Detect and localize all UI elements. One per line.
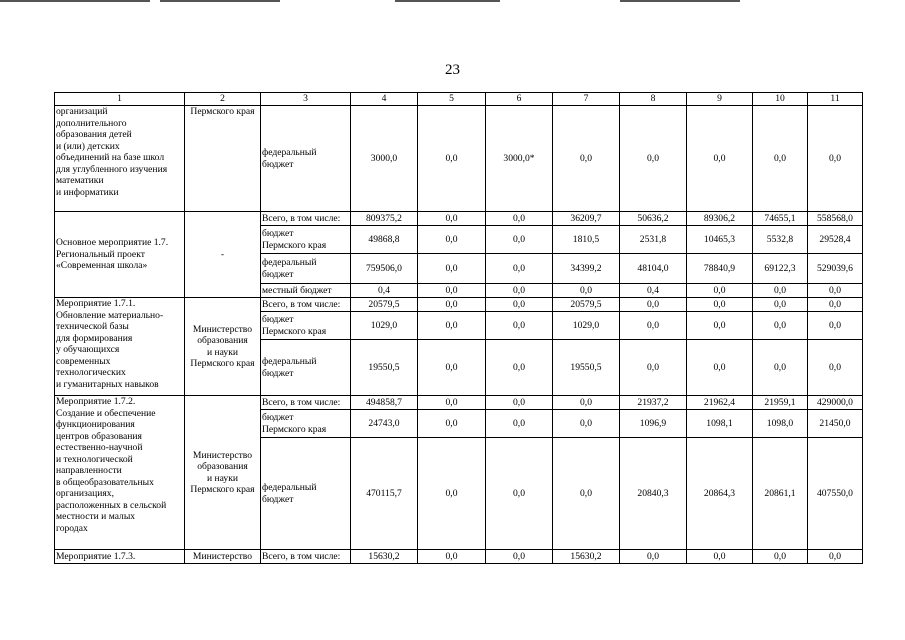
value-cell: 0,0 [687,298,753,312]
value-cell: 74655,1 [753,212,808,226]
value-cell: 24743,0 [351,410,418,438]
value-cell: 0,0 [753,284,808,298]
table-body [55,93,863,564]
value-cell: 10465,3 [687,226,753,254]
value-cell: 0,0 [808,106,863,212]
value-cell: 0,0 [418,298,486,312]
value-cell: 0,0 [620,340,687,396]
header-cell: 6 [486,93,553,106]
value-cell: 529039,6 [808,254,863,284]
funding-source-cell: Всего, в том числе: [261,396,351,410]
funding-source-cell: Всего, в том числе: [261,550,351,564]
value-cell: 0,0 [486,312,553,340]
value-cell: 0,0 [808,298,863,312]
header-cell: 5 [418,93,486,106]
responsible-cell: Министерство [185,550,261,564]
value-cell: 21450,0 [808,410,863,438]
value-cell: 0,0 [418,212,486,226]
value-cell: 0,0 [620,298,687,312]
value-cell: 407550,0 [808,438,863,550]
value-cell: 1096,9 [620,410,687,438]
value-cell: 34399,2 [553,254,620,284]
scan-edge-line [160,0,280,2]
header-cell: 9 [687,93,753,106]
value-cell: 0,0 [553,106,620,212]
value-cell: 19550,5 [553,340,620,396]
value-cell: 21937,2 [620,396,687,410]
funding-source-cell: бюджет Пермского края [261,226,351,254]
value-cell: 3000,0 [351,106,418,212]
value-cell: 89306,2 [687,212,753,226]
header-cell: 1 [55,93,185,106]
value-cell: 0,0 [620,550,687,564]
value-cell: 0,0 [418,396,486,410]
value-cell: 759506,0 [351,254,418,284]
funding-source-cell: местный бюджет [261,284,351,298]
value-cell: 50636,2 [620,212,687,226]
value-cell: 49868,8 [351,226,418,254]
scan-edge-line [0,0,150,2]
value-cell: 20579,5 [351,298,418,312]
value-cell: 0,0 [753,298,808,312]
value-cell: 0,0 [418,340,486,396]
value-cell: 0,0 [753,340,808,396]
value-cell: 0,4 [351,284,418,298]
value-cell: 0,4 [620,284,687,298]
value-cell: 0,0 [486,254,553,284]
table-row [55,550,863,564]
value-cell: 0,0 [553,396,620,410]
table-row [55,396,863,410]
activity-name-cell: Мероприятие 1.7.3. [55,550,185,564]
value-cell: 0,0 [418,254,486,284]
header-cell: 11 [808,93,863,106]
scan-edge-line [620,0,740,2]
value-cell: 558568,0 [808,212,863,226]
header-cell: 10 [753,93,808,106]
value-cell: 429000,0 [808,396,863,410]
funding-source-cell: Всего, в том числе: [261,212,351,226]
value-cell: 0,0 [486,284,553,298]
value-cell: 0,0 [553,410,620,438]
value-cell: 0,0 [808,550,863,564]
value-cell: 0,0 [687,340,753,396]
value-cell: 0,0 [687,312,753,340]
value-cell: 0,0 [753,106,808,212]
budget-table [54,92,863,564]
value-cell: 0,0 [620,312,687,340]
value-cell: 21962,4 [687,396,753,410]
value-cell: 0,0 [418,410,486,438]
activity-name-cell: Мероприятие 1.7.1. Обновление материально- технической базы для формирования у обучающихся современных технологических и гуманитарных навыков [55,298,185,396]
header-cell: 8 [620,93,687,106]
header-cell: 4 [351,93,418,106]
value-cell: 1029,0 [553,312,620,340]
value-cell: 470115,7 [351,438,418,550]
value-cell: 0,0 [687,106,753,212]
funding-source-cell: бюджет Пермского края [261,312,351,340]
value-cell: 0,0 [486,550,553,564]
value-cell: 0,0 [553,284,620,298]
value-cell: 0,0 [418,284,486,298]
table-row [55,298,863,312]
funding-source-cell: Всего, в том числе: [261,298,351,312]
value-cell: 0,0 [486,438,553,550]
value-cell: 20840,3 [620,438,687,550]
funding-source-cell: федеральный бюджет [261,254,351,284]
value-cell: 19550,5 [351,340,418,396]
header-row [55,93,863,106]
value-cell: 0,0 [418,550,486,564]
value-cell: 0,0 [753,312,808,340]
activity-name-cell: Мероприятие 1.7.2. Создание и обеспечение функционирования центров образования естественно-научной и технологической направленности в общеобразовательных организациях, расположенных в сельской местности и малых городах [55,396,185,550]
value-cell: 0,0 [486,226,553,254]
value-cell: 78840,9 [687,254,753,284]
value-cell: 1098,1 [687,410,753,438]
funding-source-cell: федеральный бюджет [261,438,351,550]
value-cell: 809375,2 [351,212,418,226]
value-cell: 0,0 [753,550,808,564]
value-cell: 0,0 [808,312,863,340]
value-cell: 20861,1 [753,438,808,550]
value-cell: 15630,2 [351,550,418,564]
value-cell: 1029,0 [351,312,418,340]
page-number: 23 [445,62,460,78]
value-cell: 29528,4 [808,226,863,254]
value-cell: 15630,2 [553,550,620,564]
value-cell: 69122,3 [753,254,808,284]
value-cell: 0,0 [486,212,553,226]
value-cell: 20579,5 [553,298,620,312]
value-cell: 0,0 [418,438,486,550]
header-cell: 7 [553,93,620,106]
responsible-cell: Министерство образования и науки Пермского края [185,298,261,396]
value-cell: 0,0 [486,340,553,396]
table-row [55,212,863,226]
value-cell: 21959,1 [753,396,808,410]
value-cell: 0,0 [418,312,486,340]
value-cell: 20864,3 [687,438,753,550]
value-cell: 0,0 [687,284,753,298]
value-cell: 0,0 [418,226,486,254]
responsible-cell: Пермского края [185,106,261,212]
value-cell: 0,0 [418,106,486,212]
funding-source-cell: федеральный бюджет [261,106,351,212]
responsible-cell: Министерство образования и науки Пермского края [185,396,261,550]
funding-source-cell: бюджет Пермского края [261,410,351,438]
value-cell: 0,0 [553,438,620,550]
activity-name-cell: организаций дополнительного образования детей и (или) детских объединений на базе школ для углубленного изучения математики и информатики [55,106,185,212]
table-row [55,106,863,212]
responsible-cell: - [185,212,261,298]
value-cell: 0,0 [620,106,687,212]
value-cell: 0,0 [808,284,863,298]
value-cell: 1810,5 [553,226,620,254]
value-cell: 5532,8 [753,226,808,254]
funding-source-cell: федеральный бюджет [261,340,351,396]
value-cell: 1098,0 [753,410,808,438]
value-cell: 0,0 [486,396,553,410]
header-cell: 3 [261,93,351,106]
activity-name-cell: Основное мероприятие 1.7. Региональный проект «Современная школа» [55,212,185,298]
value-cell: 2531,8 [620,226,687,254]
header-cell: 2 [185,93,261,106]
value-cell: 494858,7 [351,396,418,410]
value-cell: 0,0 [486,410,553,438]
value-cell: 0,0 [808,340,863,396]
value-cell: 3000,0* [486,106,553,212]
value-cell: 0,0 [486,298,553,312]
value-cell: 0,0 [687,550,753,564]
scan-edge-line [395,0,500,2]
value-cell: 36209,7 [553,212,620,226]
value-cell: 48104,0 [620,254,687,284]
